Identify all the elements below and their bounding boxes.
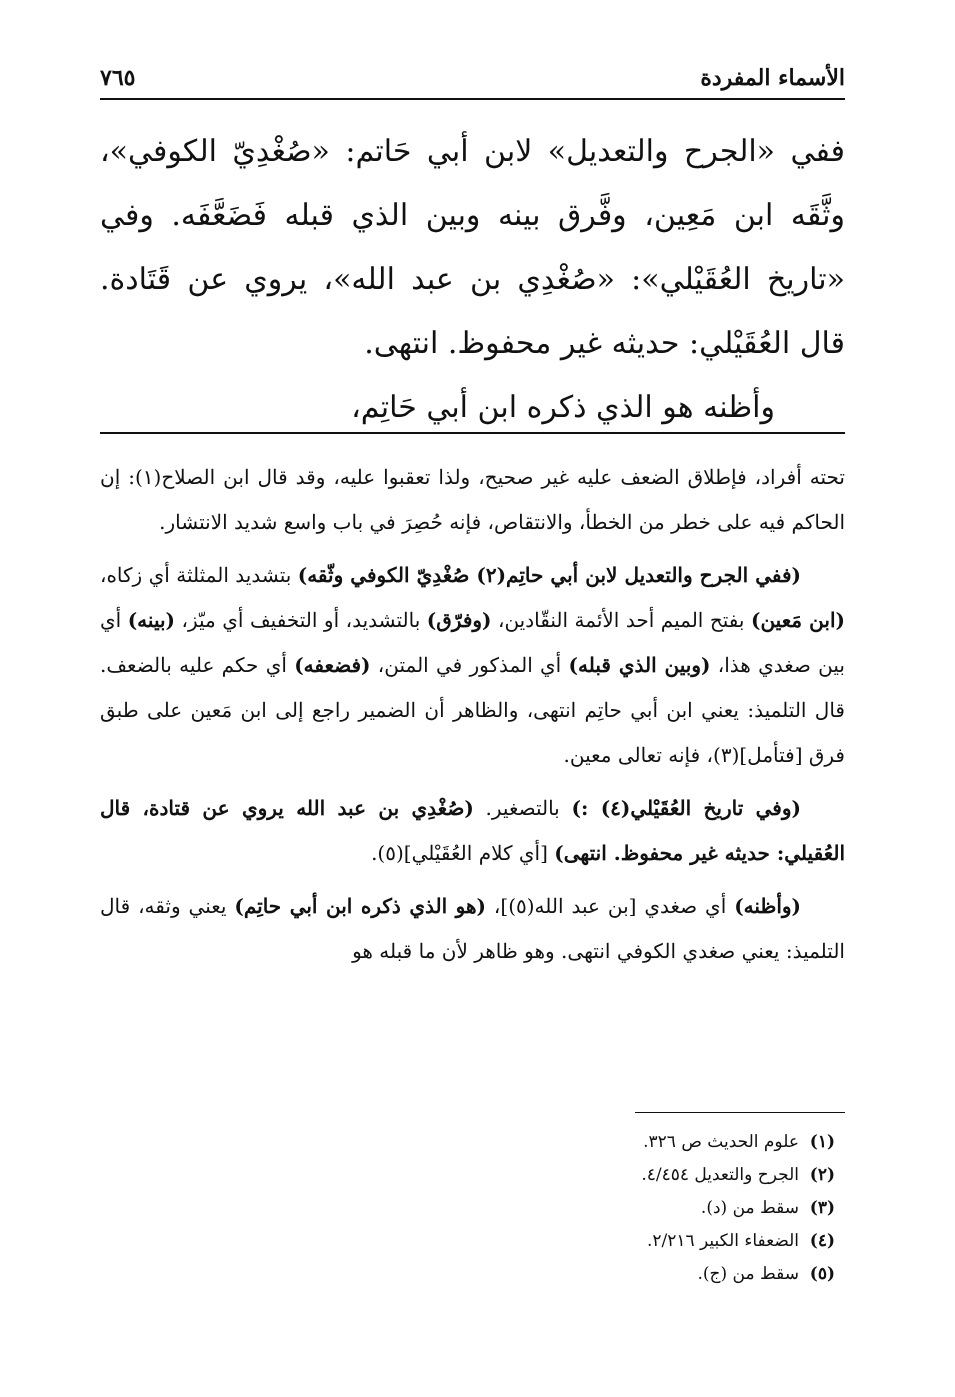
commentary-text: بالتصغير. [473, 796, 572, 820]
section-separator [100, 432, 845, 434]
quoted-text: (ابن مَعين) [750, 608, 845, 632]
commentary-paragraph-3 [100, 786, 845, 876]
quoted-text: (هو الذي ذكره ابن أبي حاتِم) [234, 894, 487, 918]
commentary-text: بتشديد المثلثة أي زكاه، [100, 563, 298, 587]
quoted-text: (وفرّق) [426, 608, 492, 632]
footnote-number: (٣) [809, 1198, 835, 1218]
commentary-text: بفتح الميم أحد الأئمة النقّادين، [491, 608, 751, 632]
footnote-text: سقط من (د). [700, 1198, 799, 1218]
commentary-text: أي بين صغدي هذا، [100, 608, 845, 677]
commentary-text: بالتشديد، أو التخفيف أي ميّز، [175, 608, 427, 632]
footnote-3 [100, 1192, 835, 1225]
quoted-text: (وبين الذي قبله) [568, 653, 711, 677]
footnotes [100, 1126, 835, 1291]
commentary-text: يعني وثقه، قال التلميذ: يعني صغدي الكوفي انتهى. وهو ظاهر لأن ما قبله هو [100, 894, 845, 963]
commentary-text: أي صغدي [بن عبد الله(٥)]، [486, 894, 735, 918]
footnote-number: (٤) [809, 1231, 835, 1251]
footnote-number: (١) [809, 1132, 835, 1152]
quoted-text: (وأظنه) [734, 894, 802, 918]
quoted-text: (وفي تاريخ العُقَيْلي(٤) :) [571, 796, 801, 820]
footnote-text: الضعفاء الكبير ٢/٢١٦. [646, 1231, 799, 1251]
commentary-paragraph-4 [100, 884, 845, 974]
main-paragraph-2: وأظنه هو الذي ذكره ابن أبي حَاتِم، [351, 390, 775, 425]
quoted-text: (صُغْدِي بن عبد الله يروي عن قتادة، قال العُقيلي: حديثه غير محفوظ. انتهى) [100, 796, 845, 865]
page-header [100, 58, 845, 98]
commentary-paragraph-1: تحته أفراد، فإطلاق الضعف عليه غير صحيح، ولذا تعقبوا عليه، وقد قال ابن الصلاح(١): إن الحاكم فيه على خطر من الخطأ، والانتقاص، فإنه حُصِرَ في باب واسع شديد الانتشار. [100, 465, 845, 534]
commentary-text: أي حكم عليه بالضعف. قال التلميذ: يعني ابن أبي حاتِم انتهى، والظاهر أن الضمير راجع إلى ابن مَعين على طبق فرق [فتأمل](٣)، فإنه تعالى معين. [100, 653, 845, 767]
commentary-paragraph-2 [100, 553, 845, 778]
page-number: ٧٦٥ [100, 65, 136, 91]
footnote-number: (٢) [809, 1165, 835, 1185]
quoted-text: (ففي الجرح والتعديل لابن أبي حاتِم(٢) صُغْدِيّ الكوفي وثّقه) [297, 563, 802, 587]
footnote-text: سقط من (ج). [697, 1264, 799, 1284]
main-text [100, 120, 845, 440]
commentary [100, 455, 845, 982]
main-paragraph-1: ففي «الجرح والتعديل» لابن أبي حَاتم: «صُغْدِيّ الكوفي»، وثَّقَه ابن مَعِين، وفَّرق بينه وبين الذي قبله فَضَعَّفَه. وفي «تاريخ العُقَيْلي»: «صُغْدِي بن عبد الله»، يروي عن قَتَادة. قال العُقَيْلي: حديثه غير محفوظ. انتهى. [100, 134, 845, 361]
footnote-text: علوم الحديث ص ٣٢٦. [643, 1132, 799, 1152]
commentary-text: [أي كلام العُقَيْلي](٥). [371, 841, 555, 865]
footnote-2 [100, 1159, 835, 1192]
footnote-rule [635, 1112, 845, 1113]
footnote-text: الجرح والتعديل ٤/٤٥٤. [641, 1165, 799, 1185]
quoted-text: (بينه) [127, 608, 176, 632]
footnote-1 [100, 1126, 835, 1159]
footnote-4 [100, 1225, 835, 1258]
commentary-text: أي المذكور في المتن، [370, 653, 569, 677]
footnote-5 [100, 1258, 835, 1291]
footnote-number: (٥) [809, 1264, 835, 1284]
running-title: الأسماء المفردة [700, 65, 845, 91]
header-rule [100, 98, 845, 100]
quoted-text: (فضعفه) [294, 653, 371, 677]
